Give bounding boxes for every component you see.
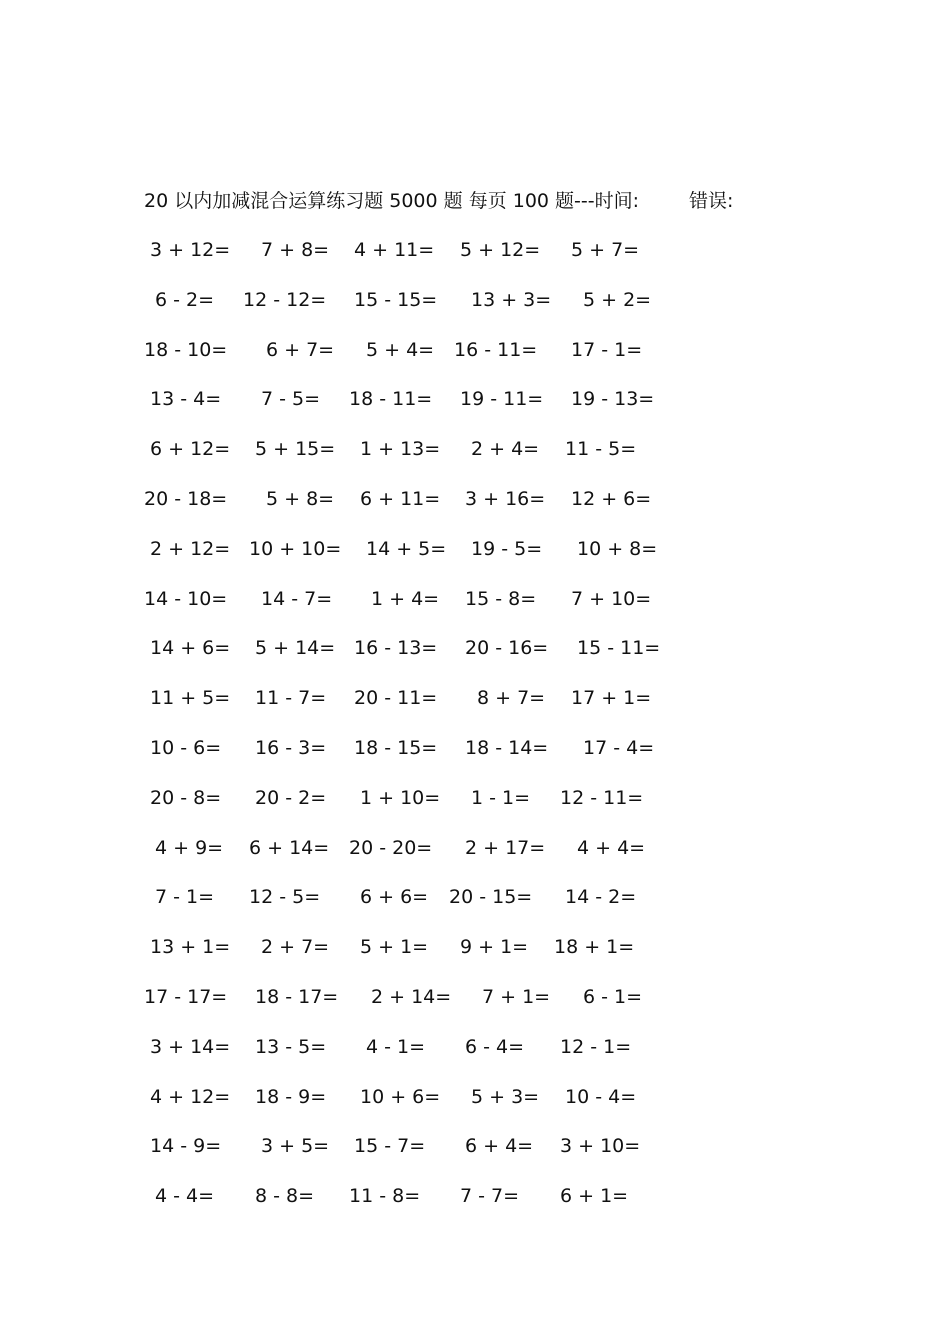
problem-cell: 8 + 7= bbox=[477, 687, 546, 710]
problem-cell: 6 - 1= bbox=[583, 985, 643, 1008]
problem-row bbox=[144, 1032, 684, 1082]
worksheet-title: 20 以内加减混合运算练习题 5000 题 每页 100 题---时间: bbox=[144, 190, 640, 212]
problem-cell: 5 + 1= bbox=[360, 936, 429, 959]
problem-cell: 5 + 12= bbox=[460, 239, 541, 261]
problem-cell: 2 + 12= bbox=[150, 537, 231, 560]
problem-cell: 13 - 5= bbox=[255, 1035, 327, 1058]
problem-cell: 18 - 11= bbox=[349, 388, 433, 411]
problem-row bbox=[144, 335, 684, 385]
problem-cell: 6 + 7= bbox=[266, 338, 335, 361]
problem-cell: 4 + 4= bbox=[577, 836, 646, 859]
problem-cell: 15 - 7= bbox=[354, 1135, 426, 1158]
problem-row bbox=[144, 484, 684, 534]
problem-row bbox=[144, 982, 684, 1032]
problem-cell: 20 - 8= bbox=[150, 786, 222, 809]
problem-cell: 18 - 14= bbox=[465, 736, 549, 759]
problem-cell: 6 + 1= bbox=[560, 1185, 629, 1208]
problem-cell: 15 - 15= bbox=[354, 288, 438, 311]
problem-cell: 5 + 7= bbox=[571, 239, 640, 261]
problem-cell: 4 + 9= bbox=[155, 836, 224, 859]
problem-cell: 17 - 4= bbox=[583, 736, 655, 759]
problem-cell: 1 + 10= bbox=[360, 786, 441, 809]
problem-cell: 10 + 6= bbox=[360, 1085, 441, 1108]
problem-cell: 20 - 18= bbox=[144, 487, 228, 510]
problem-cell: 6 + 4= bbox=[465, 1135, 534, 1158]
problem-row bbox=[144, 1082, 684, 1132]
problem-row bbox=[144, 833, 684, 883]
problem-cell: 4 - 1= bbox=[366, 1035, 426, 1058]
problem-cell: 20 - 11= bbox=[354, 687, 438, 710]
problem-cell: 2 + 7= bbox=[261, 936, 330, 959]
problem-cell: 18 - 10= bbox=[144, 338, 228, 361]
problem-cell: 16 - 13= bbox=[354, 637, 438, 660]
problem-cell: 6 + 12= bbox=[150, 438, 231, 461]
problem-row bbox=[144, 932, 684, 982]
problem-cell: 5 + 4= bbox=[366, 338, 435, 361]
problem-cell: 10 - 4= bbox=[565, 1085, 637, 1108]
problem-cell: 7 + 8= bbox=[261, 239, 330, 261]
problem-cell: 16 - 3= bbox=[255, 736, 327, 759]
problem-cell: 17 - 17= bbox=[144, 985, 228, 1008]
problem-cell: 10 + 10= bbox=[249, 537, 342, 560]
problem-cell: 3 + 5= bbox=[261, 1135, 330, 1158]
problem-row bbox=[144, 384, 684, 434]
problem-cell: 17 + 1= bbox=[571, 687, 652, 710]
problem-cell: 15 - 8= bbox=[465, 587, 537, 610]
problem-cell: 19 - 13= bbox=[571, 388, 655, 411]
problem-cell: 2 + 14= bbox=[371, 985, 452, 1008]
errors-label: 错误: bbox=[689, 190, 734, 212]
problem-cell: 1 + 4= bbox=[371, 587, 440, 610]
problem-row bbox=[144, 285, 684, 335]
problem-cell: 20 - 16= bbox=[465, 637, 549, 660]
problem-row bbox=[144, 733, 684, 783]
problem-cell: 10 - 6= bbox=[150, 736, 222, 759]
problem-cell: 14 - 10= bbox=[144, 587, 228, 610]
problem-cell: 9 + 1= bbox=[460, 936, 529, 959]
problem-cell: 4 - 4= bbox=[155, 1185, 215, 1208]
problem-cell: 6 + 11= bbox=[360, 487, 441, 510]
problem-cell: 11 - 7= bbox=[255, 687, 327, 710]
problem-cell: 4 + 12= bbox=[150, 1085, 231, 1108]
worksheet-header bbox=[144, 186, 764, 216]
problem-cell: 2 + 17= bbox=[465, 836, 546, 859]
problem-row bbox=[144, 534, 684, 584]
problem-cell: 7 - 7= bbox=[460, 1185, 520, 1208]
problem-cell: 18 + 1= bbox=[554, 936, 635, 959]
problem-cell: 13 - 4= bbox=[150, 388, 222, 411]
problem-row bbox=[144, 683, 684, 733]
problem-cell: 5 + 2= bbox=[583, 288, 652, 311]
problem-cell: 6 - 2= bbox=[155, 288, 215, 311]
problem-cell: 15 - 11= bbox=[577, 637, 661, 660]
problem-cell: 18 - 9= bbox=[255, 1085, 327, 1108]
problem-cell: 17 - 1= bbox=[571, 338, 643, 361]
problem-cell: 14 + 6= bbox=[150, 637, 231, 660]
problem-cell: 18 - 17= bbox=[255, 985, 339, 1008]
problem-cell: 14 + 5= bbox=[366, 537, 447, 560]
problem-row bbox=[144, 584, 684, 634]
problem-row bbox=[144, 783, 684, 833]
problem-cell: 7 - 5= bbox=[261, 388, 321, 411]
problem-cell: 12 + 6= bbox=[571, 487, 652, 510]
problem-cell: 19 - 11= bbox=[460, 388, 544, 411]
problem-cell: 20 - 15= bbox=[449, 886, 533, 909]
problem-cell: 13 + 1= bbox=[150, 936, 231, 959]
problem-row bbox=[144, 434, 684, 484]
problem-cell: 11 - 5= bbox=[565, 438, 637, 461]
problem-cell: 12 - 1= bbox=[560, 1035, 632, 1058]
problem-cell: 16 - 11= bbox=[454, 338, 538, 361]
problem-cell: 14 - 9= bbox=[150, 1135, 222, 1158]
problem-cell: 11 + 5= bbox=[150, 687, 231, 710]
problem-cell: 2 + 4= bbox=[471, 438, 540, 461]
problem-row bbox=[144, 235, 684, 285]
problem-cell: 12 - 5= bbox=[249, 886, 321, 909]
problem-cell: 3 + 16= bbox=[465, 487, 546, 510]
problem-cell: 7 - 1= bbox=[155, 886, 215, 909]
problem-cell: 12 - 12= bbox=[243, 288, 327, 311]
problem-cell: 5 + 14= bbox=[255, 637, 336, 660]
problem-cell: 6 + 6= bbox=[360, 886, 429, 909]
problem-cell: 19 - 5= bbox=[471, 537, 543, 560]
problem-cell: 3 + 14= bbox=[150, 1035, 231, 1058]
problem-cell: 3 + 12= bbox=[150, 239, 231, 261]
problem-cell: 5 + 8= bbox=[266, 487, 335, 510]
problem-cell: 14 - 2= bbox=[565, 886, 637, 909]
problem-cell: 7 + 1= bbox=[482, 985, 551, 1008]
problem-row bbox=[144, 633, 684, 683]
problem-cell: 12 - 11= bbox=[560, 786, 644, 809]
problem-cell: 13 + 3= bbox=[471, 288, 552, 311]
problem-grid bbox=[144, 235, 684, 1231]
problem-cell: 10 + 8= bbox=[577, 537, 658, 560]
problem-cell: 5 + 3= bbox=[471, 1085, 540, 1108]
problem-cell: 20 - 20= bbox=[349, 836, 433, 859]
problem-cell: 1 - 1= bbox=[471, 786, 531, 809]
problem-cell: 6 - 4= bbox=[465, 1035, 525, 1058]
problem-cell: 5 + 15= bbox=[255, 438, 336, 461]
problem-cell: 4 + 11= bbox=[354, 239, 435, 261]
problem-cell: 3 + 10= bbox=[560, 1135, 641, 1158]
problem-cell: 14 - 7= bbox=[261, 587, 333, 610]
problem-row bbox=[144, 1131, 684, 1181]
problem-cell: 7 + 10= bbox=[571, 587, 652, 610]
problem-cell: 18 - 15= bbox=[354, 736, 438, 759]
problem-cell: 11 - 8= bbox=[349, 1185, 421, 1208]
problem-row bbox=[144, 1181, 684, 1231]
problem-cell: 20 - 2= bbox=[255, 786, 327, 809]
problem-cell: 6 + 14= bbox=[249, 836, 330, 859]
problem-cell: 8 - 8= bbox=[255, 1185, 315, 1208]
problem-cell: 1 + 13= bbox=[360, 438, 441, 461]
problem-row bbox=[144, 882, 684, 932]
